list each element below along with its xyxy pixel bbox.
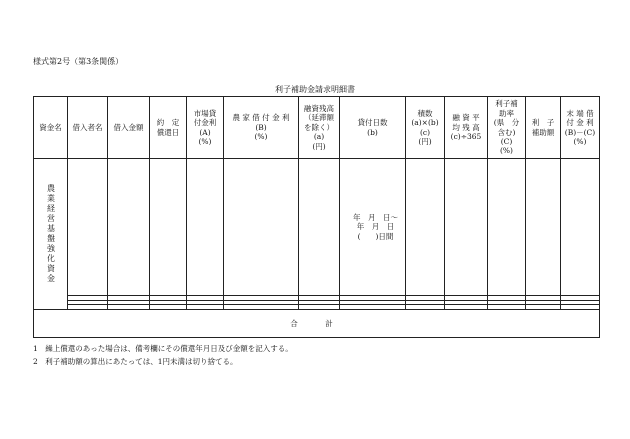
header-average-balance — [445, 97, 488, 159]
total-row — [34, 310, 600, 338]
header-farm-rate-text: 農 家 借 付 金 利 (B) (%) — [232, 113, 290, 142]
header-loan-days — [340, 97, 406, 159]
header-balance — [299, 97, 340, 159]
header-repayment-date — [150, 97, 187, 159]
total-label: 合 計 — [290, 318, 343, 328]
table-cell[interactable] — [445, 159, 488, 296]
header-row — [34, 97, 600, 159]
statement-table — [33, 96, 600, 338]
table-cell[interactable] — [150, 159, 187, 296]
header-subsidy-amount — [526, 97, 561, 159]
header-fund-name — [34, 97, 68, 159]
header-borrower-name — [68, 97, 108, 159]
table-cell[interactable] — [488, 159, 526, 296]
note-2: 2 利子補助額の算出にあたっては、1円未満は切り捨てる。 — [33, 357, 238, 366]
loan-period-text: 年 月 日～ 年 月 日 ( )日間 — [353, 212, 398, 241]
header-end-rate-text: 末 端 借 付 金 利 (B)－(C) (%) — [564, 108, 596, 146]
table-cell[interactable] — [406, 159, 445, 296]
header-product — [406, 97, 445, 159]
table-cell[interactable] — [68, 159, 108, 296]
header-subsidy-rate — [488, 97, 526, 159]
header-market-rate — [187, 97, 224, 159]
table-cell[interactable] — [187, 159, 224, 296]
loan-period-cell[interactable] — [340, 159, 406, 296]
fund-name-text: 農業経営基盤強化資金 — [46, 184, 56, 284]
table-cell[interactable] — [561, 159, 600, 296]
form-number: 様式第2号（第3条関係） — [33, 57, 124, 66]
table-cell[interactable] — [108, 159, 150, 296]
document-title: 利子補助金請求明細書 — [275, 85, 355, 94]
note-1: 1 繰上償還のあった場合は、備考欄にその償還年月日及び金額を記入する。 — [33, 344, 293, 353]
header-product-text: 積数 (a)×(b) (c) (円) — [411, 108, 439, 146]
header-balance-text: 融資残高 （延滞額 を除く） (a) (円) — [304, 104, 334, 151]
table-row — [34, 159, 600, 296]
header-fund-name-text: 資金名 — [39, 122, 62, 132]
header-borrower-name-text: 借入者名 — [72, 122, 103, 132]
table-cell[interactable] — [299, 159, 340, 296]
total-cell — [34, 310, 600, 338]
fund-name-cell — [34, 159, 68, 310]
header-farm-rate — [224, 97, 299, 159]
header-market-rate-text: 市場貸 付金利 (A) (%) — [193, 108, 217, 146]
header-average-balance-text: 融 資 平 均 残 高 (c)÷365 — [450, 113, 482, 142]
header-loan-amount — [108, 97, 150, 159]
header-loan-amount-text: 借入金額 — [113, 122, 144, 132]
header-loan-days-text: 貸付日数 (b) — [357, 118, 388, 137]
table-cell[interactable] — [224, 159, 299, 296]
header-end-rate — [561, 97, 600, 159]
header-subsidy-amount-text: 利 子 補助額 — [531, 118, 555, 137]
header-repayment-date-text: 約 定 償還日 — [156, 118, 180, 137]
header-subsidy-rate-text: 利子補 助率 (県 分 含む) (C) (%) — [493, 99, 520, 156]
table-cell[interactable] — [526, 159, 561, 296]
